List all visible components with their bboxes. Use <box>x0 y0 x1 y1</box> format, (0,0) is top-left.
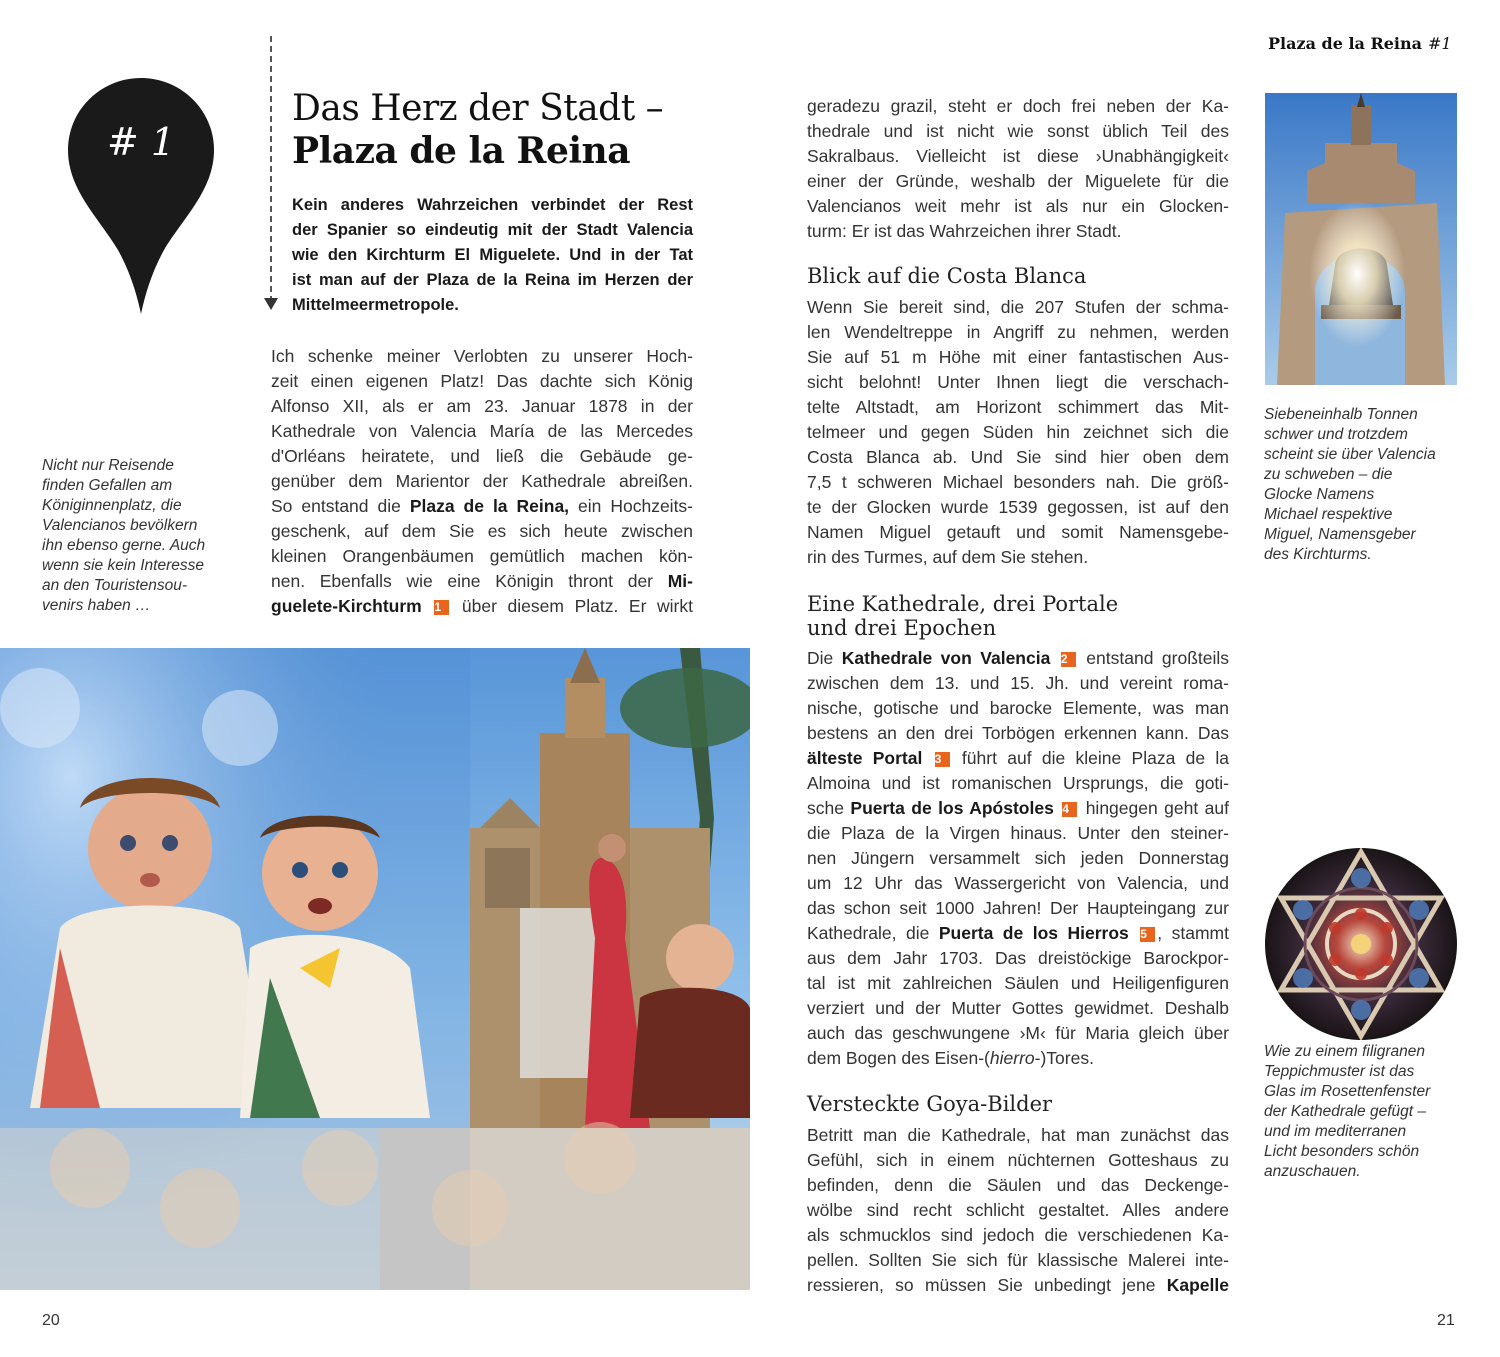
body-line: pellen. Sollten Sie sich für klassische Malerei inte- <box>807 1250 1229 1270</box>
location-pin-icon <box>68 78 214 314</box>
body-line: Costa Blanca ab. Und Sie sind hier oben dem <box>807 447 1229 467</box>
body-line: älteste Portal 3 führt auf die kleine Plaza de la <box>807 748 1229 768</box>
caption-line: und im mediterranen <box>1264 1123 1407 1140</box>
caption-line: Glocke Namens <box>1264 486 1375 503</box>
photo-dolls-plaza <box>0 648 750 1290</box>
caption-line: Wie zu einem filigranen <box>1264 1043 1425 1060</box>
rose-caption <box>1264 1042 1430 1182</box>
body-line: te der Glocken wurde 1539 gegossen, ist auf den <box>807 497 1229 517</box>
photo-bell-tower <box>1265 93 1457 385</box>
lead-line: Kein anderes Wahrzeichen verbindet der Rest <box>292 196 693 214</box>
body-line: geschenk, auf dem Sie es sich heute zwischen <box>271 521 693 541</box>
page-number-left: 20 <box>42 1312 60 1329</box>
body-line: So entstand die Plaza de la Reina, ein Hochzeits- <box>271 496 694 516</box>
body-line: verziert und der Mutter Gottes gewidmet. Deshalb <box>807 998 1229 1018</box>
body-line: genüber dem Marientor der Kathedrale abreißen. <box>271 471 693 491</box>
body-line: nen. Ebenfalls wie eine Königin thront der Mi- <box>271 571 693 591</box>
body-line: Ich schenke meiner Verlobten zu unserer Hoch- <box>271 346 693 366</box>
caption-line: an den Touristensou- <box>42 577 188 594</box>
body-line: 7,5 t schweren Michael besonders nah. Die größ- <box>807 472 1229 492</box>
body-line: als schmucklos sind jedoch die verschiedenen Ka- <box>807 1225 1229 1245</box>
marker-label: # 1 <box>106 120 176 164</box>
caption-line: schwer und trotzdem <box>1264 426 1408 443</box>
lead-paragraph <box>292 193 693 318</box>
body-line: das schon seit 1000 Jahren! Der Haupteingang zur <box>807 898 1229 918</box>
page-number-right: 21 <box>1437 1312 1455 1329</box>
caption-line: Glas im Rosettenfenster <box>1264 1083 1431 1100</box>
caption-line: scheint sie über Valencia <box>1264 446 1436 463</box>
caption-line: finden Gefallen am <box>42 477 173 494</box>
body-line: len Wendeltreppe in Angriff zu nehmen, werden <box>807 322 1229 342</box>
section-heading-kathedrale-1: Eine Kathedrale, drei Portale <box>807 592 1119 616</box>
caption-line: Nicht nur Reisende <box>42 457 174 474</box>
highlight-miguelete: guelete-Kirchturm <box>271 596 422 616</box>
body-line: sche Puerta de los Apóstoles 4 hingegen geht auf <box>807 798 1229 818</box>
caption-line: Miguel, Namensgeber <box>1264 526 1416 543</box>
map-marker-2[interactable]: 2 <box>1061 652 1076 667</box>
body-line: wölbe sind recht schlicht gestaltet. Alles andere <box>807 1200 1229 1220</box>
dashed-guide-line <box>270 36 274 302</box>
body-line: Sie auf 51 m Höhe mit einer fantastischen Aus- <box>807 347 1229 367</box>
body-line: Almoina und ist romanischen Ursprungs, die goti- <box>807 773 1229 793</box>
section-heading-costa-blanca: Blick auf die Costa Blanca <box>807 264 1087 288</box>
body-line: geradezu grazil, steht er doch frei neben der Ka- <box>807 96 1229 116</box>
caption-line: wenn sie kein Interesse <box>42 557 204 574</box>
body-line: telmeer und gegen Süden hin zeichnet sich die <box>807 422 1229 442</box>
page-title-line2: Plaza de la Reina <box>292 130 631 172</box>
caption-line: Licht besonders schön <box>1264 1143 1420 1160</box>
body-line: auch das geschwungene ›M‹ für Maria gleich über <box>807 1023 1229 1043</box>
caption-line: Teppichmuster ist das <box>1264 1063 1415 1080</box>
body-line: befinden, denn die Säulen und das Deckenge- <box>807 1175 1229 1195</box>
lead-line: ist man auf der Plaza de la Reina im Herzen der <box>292 271 693 289</box>
body-line: ressieren, so müssen Sie unbedingt jene Kapelle <box>807 1275 1229 1295</box>
body-line: nen Jüngern versammelt sich jeden Donnerstag <box>807 848 1229 868</box>
body-line: zwischen dem 13. und 15. Jh. und vereint roma- <box>807 673 1229 693</box>
arrow-down-icon <box>264 298 278 310</box>
highlight-plaza-de-la-reina: Plaza de la Reina, <box>409 496 570 516</box>
page-title-line1: Das Herz der Stadt – <box>292 88 664 129</box>
section-heading-kathedrale-2: und drei Epochen <box>807 616 997 640</box>
map-marker-4[interactable]: 4 <box>1062 802 1077 817</box>
body-line: telte Altstadt, am Horizont schimmert das Mit- <box>807 397 1229 417</box>
body-line: guelete-Kirchturm 1 über diesem Platz. Er wirkt <box>271 596 693 616</box>
caption-line: des Kirchturms. <box>1264 546 1372 563</box>
caption-line: venirs haben … <box>42 597 151 614</box>
caption-line: Königinnenplatz, die <box>42 497 182 514</box>
body-line: tal ist mit zahlreichen Säulen und Heiligenfiguren <box>807 973 1229 993</box>
body-line: rin des Turmes, auf dem Sie stehen. <box>807 547 1089 567</box>
body-line: d'Orléans heiratete, und ließ die Gebäude ge- <box>271 446 693 466</box>
caption-line: Michael respektive <box>1264 506 1393 523</box>
caption-line: anzuschauen. <box>1264 1163 1361 1180</box>
body-line: die Plaza de la Virgen hinaus. Unter den steiner- <box>807 823 1229 843</box>
running-head: Plaza de la Reina #1 <box>1268 34 1452 53</box>
body-line: Betritt man die Kathedrale, hat man zunächst das <box>807 1125 1229 1145</box>
body-line: Sakralbaus. Vielleicht ist diese ›Unabhängigkeit‹ <box>807 146 1229 166</box>
photo-rose-window <box>1265 848 1457 1040</box>
caption-line: Siebeneinhalb Tonnen <box>1264 406 1418 423</box>
left-caption <box>42 456 205 616</box>
body-line: Die Kathedrale von Valencia 2 entstand großteils <box>807 648 1230 668</box>
body-line: einer der Gründe, weshalb der Miguelete für die <box>807 171 1229 191</box>
body-line: Kathedrale von Valencia María de las Mercedes <box>271 421 693 441</box>
caption-line: ihn ebenso gerne. Auch <box>42 537 206 554</box>
body-line: Alfonso XII, als er am 23. Januar 1878 in der <box>271 396 693 416</box>
section-heading-goya: Versteckte Goya-Bilder <box>807 1092 1053 1116</box>
body-line: zeit einen eigenen Platz! Das dachte sich König <box>271 371 693 391</box>
map-marker-3[interactable]: 3 <box>935 752 950 767</box>
body-line: Valencianos weit mehr ist als nur ein Glocken- <box>807 196 1229 216</box>
lead-line: Mittelmeermetropole. <box>292 296 459 314</box>
map-marker-1[interactable]: 1 <box>434 600 449 615</box>
map-marker-5[interactable]: 5 <box>1140 927 1155 942</box>
body-line: um 12 Uhr das Wassergericht von Valencia, und <box>807 873 1229 893</box>
lead-line: wie den Kirchturm El Miguelete. Und in der Tat <box>292 246 693 264</box>
tower-caption <box>1264 405 1436 565</box>
caption-line: zu schweben – die <box>1264 466 1393 483</box>
caption-line: der Kathedrale gefügt – <box>1264 1103 1427 1120</box>
body-line: dem Bogen des Eisen-(hierro-)Tores. <box>807 1048 1094 1068</box>
body-line: nische, gotische und barocke Elemente, was man <box>807 698 1229 718</box>
body-line: Wenn Sie bereit sind, die 207 Stufen der schma- <box>807 297 1229 317</box>
body-line: bestens an den drei Torbögen erkennen kann. Das <box>807 723 1229 743</box>
body-line: thedrale und ist nicht wie sonst üblich Teil des <box>807 121 1229 141</box>
body-line: kleinen Orangenbäumen gemütlich machen kön- <box>271 546 693 566</box>
caption-line: Valencianos bevölkern <box>42 517 198 534</box>
lead-line: der Spanier so eindeutig mit der Stadt Valencia <box>292 221 693 239</box>
body-line: sicht belohnt! Unter Ihnen liegt die verschach- <box>807 372 1229 392</box>
body-line: Namen Miguel getauft und somit Namensgebe- <box>807 522 1229 542</box>
body-line: turm: Er ist das Wahrzeichen ihrer Stadt. <box>807 221 1122 241</box>
body-line: Gefühl, sich in einem nüchternen Gotteshaus zu <box>807 1150 1229 1170</box>
body-line: aus dem Jahr 1703. Das dreistöckige Barockpor- <box>807 948 1229 968</box>
body-line: Kathedrale, die Puerta de los Hierros 5 , stammt <box>807 923 1229 943</box>
